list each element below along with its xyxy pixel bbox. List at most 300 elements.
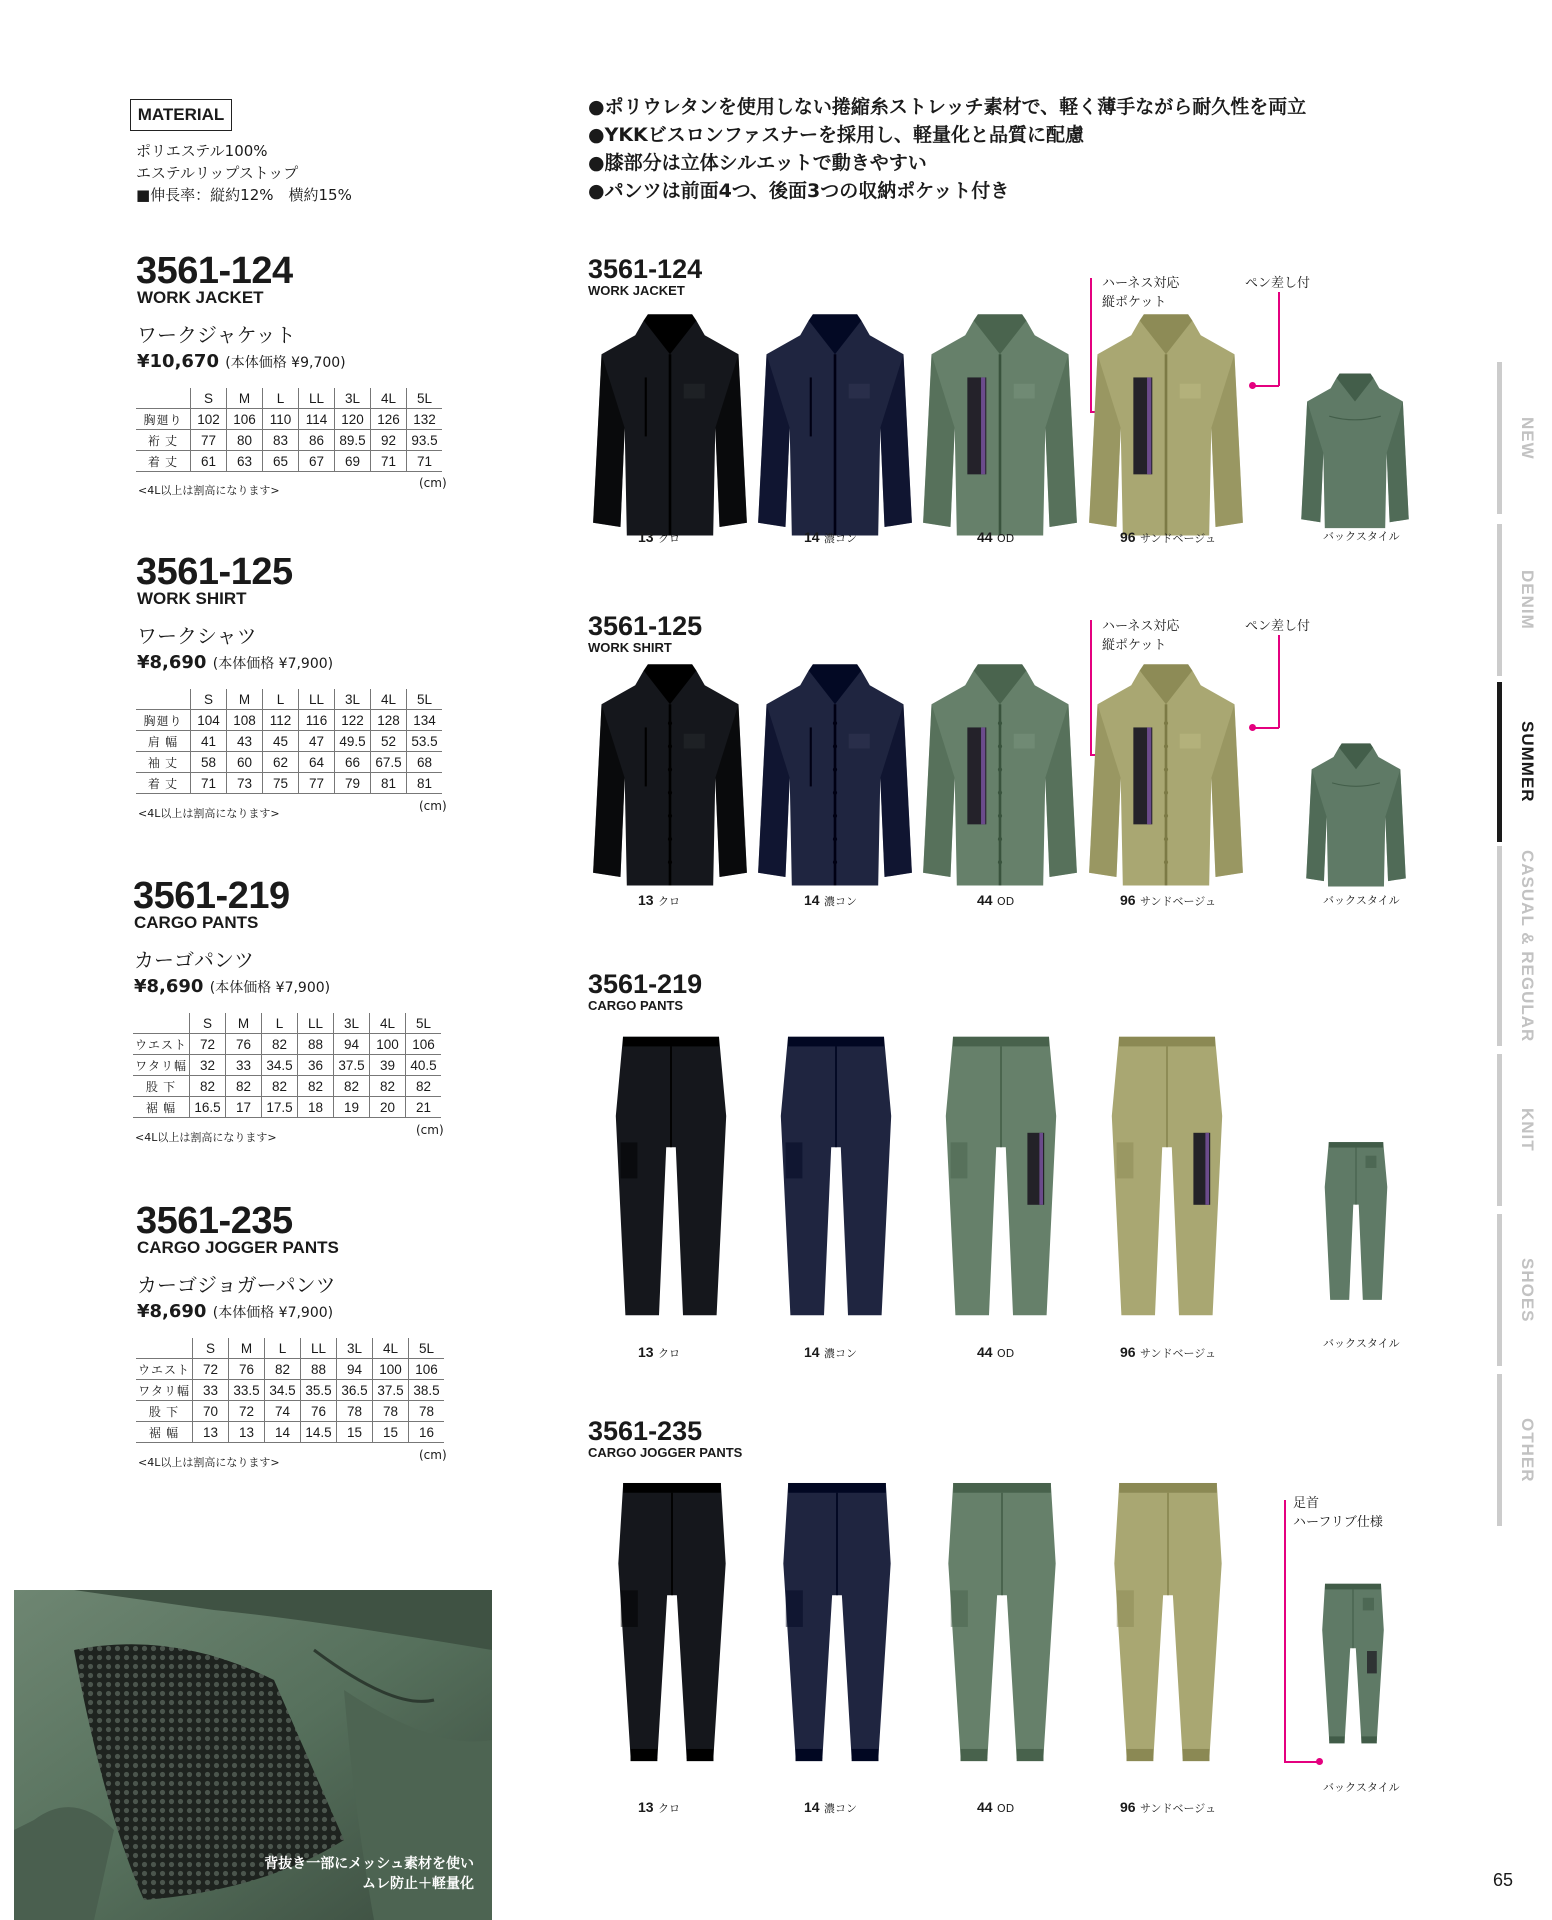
row-label: ウエスト bbox=[133, 1034, 190, 1055]
size-value: 34.5 bbox=[265, 1380, 301, 1401]
size-header: L bbox=[265, 1338, 301, 1359]
photo-caption-line: ムレ防止＋軽量化 bbox=[362, 1876, 474, 1892]
size-value: 34.5 bbox=[262, 1055, 298, 1076]
harness-pocket-callout: ハーネス対応 縦ポケット bbox=[1102, 619, 1180, 653]
tab-casual-regular[interactable] bbox=[1497, 846, 1552, 1046]
size-value: 47 bbox=[299, 731, 335, 752]
size-value: 15 bbox=[373, 1422, 409, 1443]
size-value: 36.5 bbox=[337, 1380, 373, 1401]
color-label bbox=[977, 1799, 1014, 1816]
size-value: 58 bbox=[191, 752, 227, 773]
size-value: 61 bbox=[191, 451, 227, 472]
product-name-jp: カーゴパンツ bbox=[134, 948, 254, 972]
size-value: 71 bbox=[191, 773, 227, 794]
size-header: LL bbox=[299, 388, 335, 409]
color-number: 44 bbox=[977, 1799, 993, 1815]
size-value: 36 bbox=[298, 1055, 334, 1076]
size-value: 71 bbox=[407, 451, 443, 472]
size-value: 86 bbox=[299, 430, 335, 451]
size-value: 112 bbox=[263, 710, 299, 731]
table-row bbox=[133, 1076, 441, 1097]
color-name: サンドベージュ bbox=[1140, 1347, 1217, 1360]
size-value: 71 bbox=[371, 451, 407, 472]
size-value: 79 bbox=[335, 773, 371, 794]
size-value: 81 bbox=[407, 773, 443, 794]
color-name: 濃コン bbox=[824, 1347, 858, 1360]
size-value: 72 bbox=[190, 1034, 226, 1055]
size-value: 70 bbox=[193, 1401, 229, 1422]
size-note: <4L以上は割高になります> bbox=[138, 807, 280, 820]
size-value: 69 bbox=[335, 451, 371, 472]
row-label: 股 下 bbox=[133, 1076, 190, 1097]
product-price bbox=[137, 350, 346, 375]
size-value: 88 bbox=[298, 1034, 334, 1055]
size-unit: (cm) bbox=[419, 1448, 447, 1462]
color-number: 14 bbox=[804, 529, 820, 545]
row-label: 胸廻り bbox=[136, 409, 191, 430]
table-row bbox=[136, 1401, 444, 1422]
size-value: 94 bbox=[337, 1359, 373, 1380]
tab-label: DENIM bbox=[1518, 570, 1537, 630]
size-value: 82 bbox=[334, 1076, 370, 1097]
size-table-corner bbox=[136, 689, 191, 710]
material-line: ポリエステル100% bbox=[136, 142, 268, 160]
size-header: L bbox=[263, 388, 299, 409]
size-note: <4L以上は割高になります> bbox=[135, 1131, 277, 1144]
size-value: 63 bbox=[227, 451, 263, 472]
color-label bbox=[1120, 529, 1216, 546]
size-value: 106 bbox=[409, 1359, 445, 1380]
showcase-name: WORK JACKET bbox=[588, 283, 685, 298]
page-number: 65 bbox=[1493, 1870, 1514, 1890]
shirt-image-96 bbox=[1087, 662, 1245, 898]
color-label bbox=[804, 1799, 857, 1816]
row-label: ウエスト bbox=[136, 1359, 193, 1380]
color-name: クロ bbox=[658, 532, 681, 545]
cargo-pants-image-96 bbox=[1107, 1026, 1227, 1330]
row-label: 肩 幅 bbox=[136, 731, 191, 752]
size-header: 5L bbox=[406, 1013, 442, 1034]
color-number: 96 bbox=[1120, 1344, 1136, 1360]
color-name: OD bbox=[997, 895, 1015, 908]
size-value: 41 bbox=[191, 731, 227, 752]
jogger-pants-image-96 bbox=[1107, 1472, 1229, 1781]
size-value: 67.5 bbox=[371, 752, 407, 773]
material-line: ■伸長率：縦約12% 横約15% bbox=[136, 186, 352, 204]
size-table bbox=[136, 689, 442, 794]
tab-label: SHOES bbox=[1518, 1257, 1537, 1323]
pen-holder-callout: ペン差し付 bbox=[1245, 276, 1311, 291]
size-header: S bbox=[193, 1338, 229, 1359]
size-value: 81 bbox=[371, 773, 407, 794]
callout-line bbox=[1254, 385, 1279, 387]
color-name: OD bbox=[997, 532, 1015, 545]
size-header: 4L bbox=[371, 388, 407, 409]
size-header: 5L bbox=[407, 689, 443, 710]
size-value: 122 bbox=[335, 710, 371, 731]
size-value: 17.5 bbox=[262, 1097, 298, 1118]
color-number: 44 bbox=[977, 1344, 993, 1360]
size-value: 33 bbox=[226, 1055, 262, 1076]
size-value: 19 bbox=[334, 1097, 370, 1118]
color-name: OD bbox=[997, 1347, 1015, 1360]
size-value: 76 bbox=[226, 1034, 262, 1055]
harness-pocket-callout: ハーネス対応 縦ポケット bbox=[1102, 276, 1180, 310]
color-label bbox=[1120, 892, 1216, 909]
back-style-image bbox=[1300, 742, 1412, 896]
size-header: 5L bbox=[409, 1338, 445, 1359]
size-unit: (cm) bbox=[419, 799, 447, 813]
product-price bbox=[134, 975, 330, 1000]
size-header: 3L bbox=[335, 689, 371, 710]
size-value: 82 bbox=[298, 1076, 334, 1097]
size-value: 68 bbox=[407, 752, 443, 773]
back-style-image bbox=[1322, 1118, 1390, 1328]
product-name-en: CARGO PANTS bbox=[134, 913, 259, 932]
row-label: 裾 幅 bbox=[136, 1422, 193, 1443]
color-name: 濃コン bbox=[824, 895, 858, 908]
color-name: サンドベージュ bbox=[1140, 895, 1217, 908]
size-value: 100 bbox=[373, 1359, 409, 1380]
shirt-image-13 bbox=[591, 662, 749, 898]
color-label bbox=[638, 529, 680, 546]
table-row bbox=[136, 731, 442, 752]
size-value: 39 bbox=[370, 1055, 406, 1076]
size-header: LL bbox=[299, 689, 335, 710]
jacket-image-96 bbox=[1087, 312, 1245, 548]
color-number: 13 bbox=[638, 1344, 654, 1360]
size-table-corner bbox=[136, 388, 191, 409]
callout-line bbox=[1284, 1500, 1286, 1762]
product-code: 3561-124 bbox=[136, 250, 293, 292]
size-header: S bbox=[190, 1013, 226, 1034]
color-label bbox=[1120, 1344, 1216, 1361]
size-value: 45 bbox=[263, 731, 299, 752]
size-value: 106 bbox=[227, 409, 263, 430]
size-value: 62 bbox=[263, 752, 299, 773]
cargo-pants-image-14 bbox=[776, 1026, 896, 1330]
size-value: 114 bbox=[299, 409, 335, 430]
size-header: 4L bbox=[371, 689, 407, 710]
size-value: 76 bbox=[229, 1359, 265, 1380]
size-header: LL bbox=[298, 1013, 334, 1034]
table-row bbox=[136, 1359, 444, 1380]
tab-other[interactable] bbox=[1497, 1374, 1552, 1526]
showcase-code: 3561-235 bbox=[588, 1416, 703, 1446]
back-style-label: バックスタイル bbox=[1323, 1337, 1400, 1350]
size-value: 89.5 bbox=[335, 430, 371, 451]
cargo-pants-image-44 bbox=[941, 1026, 1061, 1330]
size-header: M bbox=[227, 388, 263, 409]
color-label bbox=[977, 1344, 1014, 1361]
tab-label: CASUAL & REGULAR bbox=[1518, 849, 1537, 1043]
size-table bbox=[136, 1338, 444, 1443]
jacket-image-44 bbox=[921, 312, 1079, 548]
product-code: 3561-235 bbox=[136, 1200, 293, 1242]
color-name: クロ bbox=[658, 1802, 681, 1815]
size-value: 75 bbox=[263, 773, 299, 794]
tab-label: OTHER bbox=[1518, 1417, 1537, 1483]
table-row bbox=[136, 752, 442, 773]
jacket-image-13 bbox=[591, 312, 749, 548]
size-header: LL bbox=[301, 1338, 337, 1359]
product-price bbox=[137, 651, 333, 676]
material-description bbox=[136, 140, 352, 206]
size-table-corner bbox=[133, 1013, 190, 1034]
size-value: 77 bbox=[191, 430, 227, 451]
size-value: 67 bbox=[299, 451, 335, 472]
size-table bbox=[133, 1013, 441, 1118]
size-value: 92 bbox=[371, 430, 407, 451]
back-style-image bbox=[1295, 372, 1415, 538]
size-value: 37.5 bbox=[334, 1055, 370, 1076]
row-label: 袖 丈 bbox=[136, 752, 191, 773]
size-value: 72 bbox=[193, 1359, 229, 1380]
feature-item: ●膝部分は立体シルエットで動きやすい bbox=[588, 152, 927, 174]
size-value: 93.5 bbox=[407, 430, 443, 451]
row-label: 股 下 bbox=[136, 1401, 193, 1422]
size-value: 82 bbox=[226, 1076, 262, 1097]
color-label bbox=[638, 892, 680, 909]
pen-holder-callout: ペン差し付 bbox=[1245, 619, 1311, 634]
size-value: 104 bbox=[191, 710, 227, 731]
size-note: <4L以上は割高になります> bbox=[138, 484, 280, 497]
size-value: 102 bbox=[191, 409, 227, 430]
back-style-label: バックスタイル bbox=[1323, 1781, 1400, 1794]
size-value: 126 bbox=[371, 409, 407, 430]
row-label: 裾 幅 bbox=[133, 1097, 190, 1118]
photo-caption bbox=[264, 1854, 474, 1894]
color-number: 14 bbox=[804, 892, 820, 908]
product-name-jp: ワークジャケット bbox=[137, 323, 296, 347]
size-table-corner bbox=[136, 1338, 193, 1359]
size-value: 40.5 bbox=[406, 1055, 442, 1076]
size-value: 78 bbox=[409, 1401, 445, 1422]
color-number: 14 bbox=[804, 1799, 820, 1815]
showcase-name: CARGO PANTS bbox=[588, 998, 684, 1013]
size-header: M bbox=[226, 1013, 262, 1034]
size-value: 72 bbox=[229, 1401, 265, 1422]
material-line: エステルリップストップ bbox=[136, 164, 299, 182]
showcase-code: 3561-219 bbox=[588, 969, 703, 999]
product-name-jp: カーゴジョガーパンツ bbox=[137, 1273, 336, 1297]
size-header: S bbox=[191, 388, 227, 409]
size-header: 3L bbox=[337, 1338, 373, 1359]
size-value: 38.5 bbox=[409, 1380, 445, 1401]
row-label: 着 丈 bbox=[136, 773, 191, 794]
callout-dot bbox=[1249, 724, 1256, 731]
material-label: MATERIAL bbox=[130, 99, 232, 131]
size-value: 82 bbox=[406, 1076, 442, 1097]
color-number: 13 bbox=[638, 1799, 654, 1815]
size-table bbox=[136, 388, 442, 472]
color-label bbox=[804, 529, 857, 546]
size-value: 66 bbox=[335, 752, 371, 773]
callout-line bbox=[1278, 635, 1280, 728]
tab-knit[interactable] bbox=[1497, 1054, 1552, 1206]
product-name-en: WORK JACKET bbox=[137, 288, 264, 307]
color-number: 13 bbox=[638, 529, 654, 545]
feature-item: ●パンツは前面4つ、後面3つの収納ポケット付き bbox=[588, 180, 1010, 202]
size-value: 60 bbox=[227, 752, 263, 773]
table-row bbox=[136, 1422, 444, 1443]
color-name: サンドベージュ bbox=[1140, 1802, 1217, 1815]
callout-line bbox=[1278, 292, 1280, 386]
price-base: (本体価格 ¥9,700) bbox=[225, 355, 346, 371]
size-value: 13 bbox=[229, 1422, 265, 1443]
size-value: 43 bbox=[227, 731, 263, 752]
color-label bbox=[804, 1344, 857, 1361]
size-value: 78 bbox=[373, 1401, 409, 1422]
row-label: 裄 丈 bbox=[136, 430, 191, 451]
ankle-rib-callout: 足首 ハーフリブ仕様 bbox=[1293, 1496, 1383, 1530]
callout-line bbox=[1284, 1761, 1320, 1763]
price-base: (本体価格 ¥7,900) bbox=[212, 656, 334, 672]
product-code: 3561-219 bbox=[133, 875, 290, 917]
size-value: 13 bbox=[193, 1422, 229, 1443]
table-row bbox=[136, 409, 442, 430]
size-value: 16 bbox=[409, 1422, 445, 1443]
row-label: ワタリ幅 bbox=[136, 1380, 193, 1401]
mesh-detail-photo bbox=[14, 1590, 492, 1920]
table-row bbox=[136, 773, 442, 794]
product-code: 3561-125 bbox=[136, 551, 293, 593]
tab-label: SUMMER bbox=[1518, 721, 1537, 803]
jogger-pants-image-13 bbox=[611, 1472, 733, 1781]
product-price bbox=[137, 1300, 333, 1325]
cargo-pants-image-13 bbox=[611, 1026, 731, 1330]
size-value: 100 bbox=[370, 1034, 406, 1055]
size-value: 20 bbox=[370, 1097, 406, 1118]
color-label bbox=[1120, 1799, 1216, 1816]
feature-item: ●ポリウレタンを使用しない捲縮糸ストレッチ素材で、軽く薄手ながら耐久性を両立 bbox=[588, 96, 1307, 118]
color-number: 13 bbox=[638, 892, 654, 908]
row-label: ワタリ幅 bbox=[133, 1055, 190, 1076]
color-number: 96 bbox=[1120, 892, 1136, 908]
size-value: 88 bbox=[301, 1359, 337, 1380]
size-value: 82 bbox=[370, 1076, 406, 1097]
size-value: 14 bbox=[265, 1422, 301, 1443]
size-unit: (cm) bbox=[419, 476, 447, 490]
size-value: 33 bbox=[193, 1380, 229, 1401]
color-number: 96 bbox=[1120, 1799, 1136, 1815]
size-value: 52 bbox=[371, 731, 407, 752]
size-header: 5L bbox=[407, 388, 443, 409]
table-row bbox=[136, 710, 442, 731]
size-value: 14.5 bbox=[301, 1422, 337, 1443]
color-name: サンドベージュ bbox=[1140, 532, 1217, 545]
size-header: 3L bbox=[335, 388, 371, 409]
showcase-name: WORK SHIRT bbox=[588, 640, 672, 655]
size-value: 82 bbox=[262, 1076, 298, 1097]
product-name-en: WORK SHIRT bbox=[137, 589, 247, 608]
size-value: 83 bbox=[263, 430, 299, 451]
photo-caption-line: 背抜き一部にメッシュ素材を使い bbox=[264, 1856, 474, 1872]
row-label: 着 丈 bbox=[136, 451, 191, 472]
size-value: 108 bbox=[227, 710, 263, 731]
color-number: 44 bbox=[977, 529, 993, 545]
color-name: 濃コン bbox=[824, 1802, 858, 1815]
tab-denim[interactable] bbox=[1497, 524, 1552, 676]
size-value: 64 bbox=[299, 752, 335, 773]
product-name-en: CARGO JOGGER PANTS bbox=[137, 1238, 339, 1257]
color-number: 14 bbox=[804, 1344, 820, 1360]
size-value: 16.5 bbox=[190, 1097, 226, 1118]
size-value: 76 bbox=[301, 1401, 337, 1422]
feature-item: ●YKKビスロンファスナーを採用し、軽量化と品質に配慮 bbox=[588, 124, 1085, 146]
back-style-label: バックスタイル bbox=[1323, 894, 1400, 907]
size-value: 53.5 bbox=[407, 731, 443, 752]
size-value: 35.5 bbox=[301, 1380, 337, 1401]
tab-summer[interactable] bbox=[1497, 682, 1552, 842]
size-value: 80 bbox=[227, 430, 263, 451]
color-number: 96 bbox=[1120, 529, 1136, 545]
size-header: 3L bbox=[334, 1013, 370, 1034]
price-base: (本体価格 ¥7,900) bbox=[209, 980, 331, 996]
color-label bbox=[977, 892, 1014, 909]
color-label bbox=[638, 1799, 680, 1816]
size-unit: (cm) bbox=[416, 1123, 444, 1137]
size-value: 73 bbox=[227, 773, 263, 794]
jogger-pants-image-14 bbox=[776, 1472, 898, 1781]
back-style-image bbox=[1318, 1560, 1388, 1774]
size-header: S bbox=[191, 689, 227, 710]
size-header: L bbox=[263, 689, 299, 710]
price-value: ¥8,690 bbox=[134, 976, 204, 997]
size-value: 74 bbox=[265, 1401, 301, 1422]
size-header: M bbox=[227, 689, 263, 710]
table-row bbox=[136, 430, 442, 451]
tab-shoes[interactable] bbox=[1497, 1214, 1552, 1366]
showcase-name: CARGO JOGGER PANTS bbox=[588, 1445, 743, 1460]
size-note: <4L以上は割高になります> bbox=[138, 1456, 280, 1469]
size-value: 82 bbox=[262, 1034, 298, 1055]
size-header: 4L bbox=[373, 1338, 409, 1359]
table-row bbox=[136, 1380, 444, 1401]
price-value: ¥10,670 bbox=[137, 351, 219, 372]
color-label bbox=[638, 1344, 680, 1361]
table-row bbox=[133, 1097, 441, 1118]
tab-new[interactable] bbox=[1497, 362, 1552, 514]
size-header: 4L bbox=[370, 1013, 406, 1034]
table-row bbox=[133, 1034, 441, 1055]
color-name: 濃コン bbox=[824, 532, 858, 545]
price-base: (本体価格 ¥7,900) bbox=[212, 1305, 334, 1321]
size-value: 110 bbox=[263, 409, 299, 430]
callout-dot bbox=[1249, 382, 1256, 389]
jacket-image-14 bbox=[756, 312, 914, 548]
size-value: 32 bbox=[190, 1055, 226, 1076]
color-label bbox=[804, 892, 857, 909]
color-name: クロ bbox=[658, 1347, 681, 1360]
feature-list bbox=[588, 93, 1306, 205]
callout-line bbox=[1254, 727, 1279, 729]
size-value: 132 bbox=[407, 409, 443, 430]
size-value: 78 bbox=[337, 1401, 373, 1422]
color-name: クロ bbox=[658, 895, 681, 908]
size-value: 120 bbox=[335, 409, 371, 430]
size-value: 82 bbox=[190, 1076, 226, 1097]
shirt-image-14 bbox=[756, 662, 914, 898]
product-name-jp: ワークシャツ bbox=[137, 624, 257, 648]
size-value: 106 bbox=[406, 1034, 442, 1055]
color-number: 44 bbox=[977, 892, 993, 908]
size-value: 116 bbox=[299, 710, 335, 731]
size-value: 49.5 bbox=[335, 731, 371, 752]
size-value: 77 bbox=[299, 773, 335, 794]
color-name: OD bbox=[997, 1802, 1015, 1815]
showcase-code: 3561-124 bbox=[588, 254, 703, 284]
